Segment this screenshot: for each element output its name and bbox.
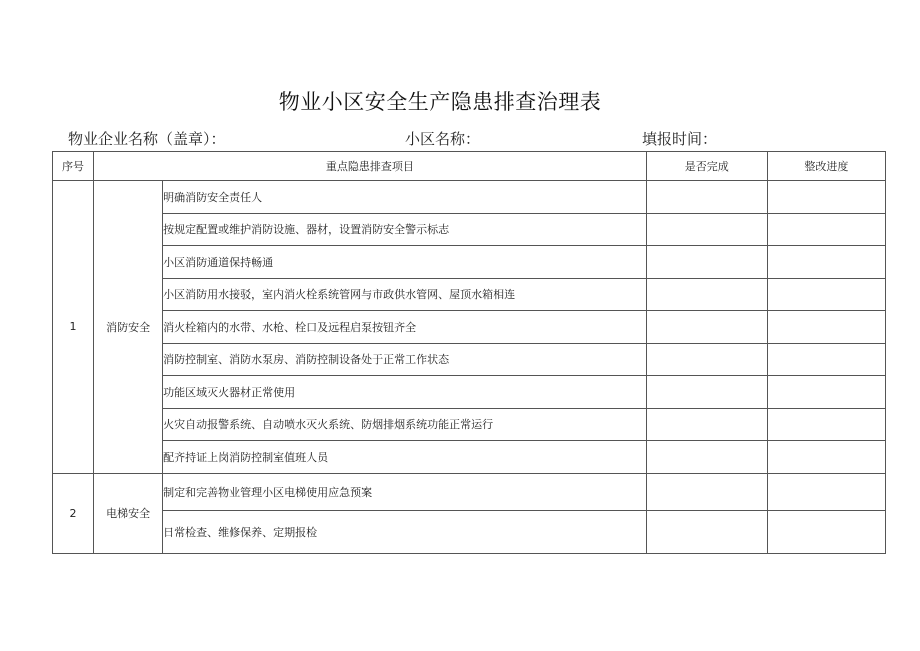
done-cell[interactable] <box>646 408 767 441</box>
done-cell[interactable] <box>646 376 767 409</box>
inspection-item: 消防控制室、消防水泵房、消防控制设备处于正常工作状态 <box>163 343 647 376</box>
header-item: 重点隐患排查项目 <box>94 152 647 181</box>
header-seq: 序号 <box>53 152 94 181</box>
done-cell[interactable] <box>646 181 767 214</box>
table-row <box>53 473 886 510</box>
progress-cell[interactable] <box>767 246 885 279</box>
done-cell[interactable] <box>646 473 767 510</box>
group-seq: 2 <box>53 473 94 553</box>
done-cell[interactable] <box>646 278 767 311</box>
table-header-row <box>53 152 886 181</box>
table-row <box>53 408 886 441</box>
table-row <box>53 343 886 376</box>
hazard-inspection-table <box>52 151 886 554</box>
community-name-label: 小区名称： <box>405 130 481 148</box>
progress-cell[interactable] <box>767 213 885 246</box>
inspection-item: 小区消防通道保持畅通 <box>163 246 647 279</box>
inspection-item: 明确消防安全责任人 <box>163 181 647 214</box>
done-cell[interactable] <box>646 311 767 344</box>
header-progress: 整改进度 <box>767 152 885 181</box>
table-row <box>53 441 886 474</box>
done-cell[interactable] <box>646 441 767 474</box>
progress-cell[interactable] <box>767 408 885 441</box>
inspection-item: 功能区域灭火器材正常使用 <box>163 376 647 409</box>
progress-cell[interactable] <box>767 343 885 376</box>
fill-time-label: 填报时间： <box>642 130 718 148</box>
inspection-item: 配齐持证上岗消防控制室值班人员 <box>163 441 647 474</box>
inspection-item: 制定和完善物业管理小区电梯使用应急预案 <box>163 473 647 510</box>
done-cell[interactable] <box>646 510 767 553</box>
progress-cell[interactable] <box>767 510 885 553</box>
header-done: 是否完成 <box>646 152 767 181</box>
done-cell[interactable] <box>646 343 767 376</box>
inspection-item: 火灾自动报警系统、自动喷水灭火系统、防烟排烟系统功能正常运行 <box>163 408 647 441</box>
table-row <box>53 376 886 409</box>
table-row <box>53 278 886 311</box>
progress-cell[interactable] <box>767 181 885 214</box>
progress-cell[interactable] <box>767 311 885 344</box>
done-cell[interactable] <box>646 213 767 246</box>
group-category: 消防安全 <box>94 181 163 474</box>
company-name-label: 物业企业名称（盖章）： <box>68 130 226 148</box>
inspection-item: 小区消防用水接驳，室内消火栓系统管网与市政供水管网、屋顶水箱相连 <box>163 278 647 311</box>
progress-cell[interactable] <box>767 278 885 311</box>
table-row <box>53 181 886 214</box>
inspection-item: 消火栓箱内的水带、水枪、栓口及远程启泵按钮齐全 <box>163 311 647 344</box>
group-category: 电梯安全 <box>94 473 163 553</box>
inspection-item: 日常检查、维修保养、定期报检 <box>163 510 647 553</box>
progress-cell[interactable] <box>767 473 885 510</box>
progress-cell[interactable] <box>767 376 885 409</box>
progress-cell[interactable] <box>767 441 885 474</box>
group-seq: 1 <box>53 181 94 474</box>
inspection-item: 按规定配置或维护消防设施、器材，设置消防安全警示标志 <box>163 213 647 246</box>
table-row <box>53 213 886 246</box>
table-row <box>53 311 886 344</box>
table-row <box>53 510 886 553</box>
done-cell[interactable] <box>646 246 767 279</box>
table-row <box>53 246 886 279</box>
document-title: 物业小区安全生产隐患排查治理表 <box>278 90 602 114</box>
